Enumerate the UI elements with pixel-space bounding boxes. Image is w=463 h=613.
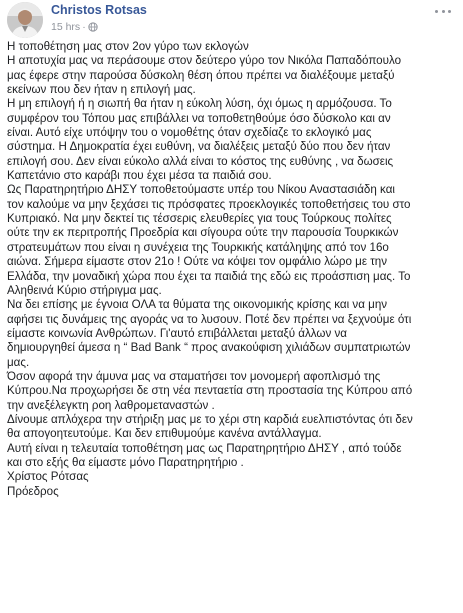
post-line: Η μη επιλογή ή η σιωπή θα ήταν η εύκολη λύση, όχι όμως η αρμόζουσα. Το bbox=[7, 97, 392, 111]
post-line: και στο εξής θα είμαστε μόνο Παρατηρητήριο . bbox=[7, 455, 244, 469]
post-timestamp[interactable]: 15 hrs bbox=[51, 21, 81, 33]
post-line: είναι. Αυτό είχε υπόψην του ο νομοθέτης όταν σχεδίαζε το εκλογικό μας bbox=[7, 126, 372, 140]
more-options-icon[interactable] bbox=[435, 6, 451, 16]
post-signature-name: Χρίστος Ρότσας bbox=[7, 470, 89, 484]
post-line: Να δει επίσης με έγνοια ΟΛΑ τα θύματα της οικονομικής κρίσης και να μην bbox=[7, 298, 388, 312]
post-line: μας έφερε στην παρούσα δύσκολη θέση όπου πρέπει να διαλέξουμε μεταξύ bbox=[7, 68, 395, 82]
post-meta bbox=[51, 21, 98, 33]
post-signature-title: Πρόεδρος bbox=[7, 484, 59, 498]
post-header bbox=[0, 0, 463, 38]
post-author-name[interactable]: Christos Rotsas bbox=[51, 3, 147, 17]
post-line: Κύπρου.Να προχωρήσει δε στη νέα πενταετία στη προστασία της Κύπρου από bbox=[7, 384, 413, 398]
post-line: αφήσει τις δυνάμεις της αγοράς να το λυσουν. Ποτέ δεν πρέπει να ξεχνούμε ότι bbox=[7, 312, 412, 326]
post-line: Όσον αφορά την άμυνα μας να σταματήσει τον μονομερή αφοπλισμό της bbox=[7, 369, 381, 383]
post-line: Δίνουμε απλόχερα την στήριξη μας με το χέρι στη καρδιά ευελπιστόντας ότι δεν bbox=[7, 412, 413, 426]
post-line: Καπετάνιο στο καράβι που έχει μέσα τα παιδιά σου. bbox=[7, 169, 272, 183]
post-line: συμφέρον του Τόπου μας επιβάλλει να τοποθετηθούμε όσο δύσκολο και αν bbox=[7, 111, 391, 125]
post-line: θα απογοητευτούμε. Και δεν επιθυμούμε κανένα αντάλλαγμα. bbox=[7, 427, 322, 441]
post-line: στρατευμάτων που είναι η συνέχεια της Τουρκικής κατάληψης από τον 16ο bbox=[7, 240, 389, 254]
avatar-photo bbox=[7, 2, 43, 38]
post-line: μας. bbox=[7, 355, 30, 369]
post-line: Η τοποθέτηση μας στον 2ον γύρο των εκλογών bbox=[7, 40, 249, 53]
more-dot bbox=[448, 10, 451, 13]
post-line: Ελλάδα, την μοναδική χώρα που έχει τα παιδιά της εδώ εις προάσπιση μας. Το bbox=[7, 269, 411, 283]
post-body bbox=[7, 40, 459, 499]
post-line: την ανεξέλεγκτη ροη λαθρομεταναστών . bbox=[7, 398, 215, 412]
post-line: Αυτή είναι η τελευταία τοποθέτηση μας ως Παρατηρητήριο ΔΗΣΥ , από τούδε bbox=[7, 441, 402, 455]
author-avatar[interactable] bbox=[7, 2, 43, 38]
post-line: δημιουργηθεί άμεσα η “ Bad Bank “ προς ανακούφιση χιλιάδων συμπατριωτών bbox=[7, 341, 411, 355]
more-dot bbox=[442, 10, 445, 13]
globe-icon[interactable] bbox=[88, 22, 98, 32]
more-dot bbox=[435, 10, 438, 13]
post-line: Κυπριακό. Να μην δεκτεί τις τέσσερις ελευθερίες για τους Τούρκους πολίτες bbox=[7, 212, 392, 226]
post-line: τον καλούμε να μην ξεχάσει τις πρόσφατες προεκλογικές τοποθετήσεις του στο bbox=[7, 197, 411, 211]
post-line: επιλογή σου. Δεν είναι εύκολο αλλά είναι το κόστος της ευθύνης , να δωσεις bbox=[7, 154, 394, 168]
post-line: ούτε την εκ περιτροπής Προεδρία και σίγουρα ούτε την παρουσία Τουρκικών bbox=[7, 226, 399, 240]
post-line: σύστημα. Η Δημοκρατία έχει ευθύνη, να διαλέξεις μεταξύ δύο που δεν ήταν bbox=[7, 140, 391, 154]
meta-separator: · bbox=[82, 21, 86, 33]
post-line: είμαστε κοινωνία Ανθρώπων. Γι'αυτό επιβάλλεται μεταξύ άλλων να bbox=[7, 326, 347, 340]
post-line: Ως Παρατηρητήριο ΔΗΣΥ τοποθετούμαστε υπέρ του Νίκου Αναστασιάδη και bbox=[7, 183, 395, 197]
post-line: Αληθεινά Κύριο στήριγμα μας. bbox=[7, 283, 162, 297]
post-line: εκείνων που δεν ήταν η επιλογή μας. bbox=[7, 83, 196, 97]
post-line: Η αποτυχία μας να περάσουμε στον δεύτερο γύρο τον Νικόλα Παπαδόπουλο bbox=[7, 54, 402, 68]
post-line: αιώνα. Σήμερα είμαστε στον 21ο ! Ούτε να κόψει τον ομφάλιο λώρο με την bbox=[7, 255, 388, 269]
